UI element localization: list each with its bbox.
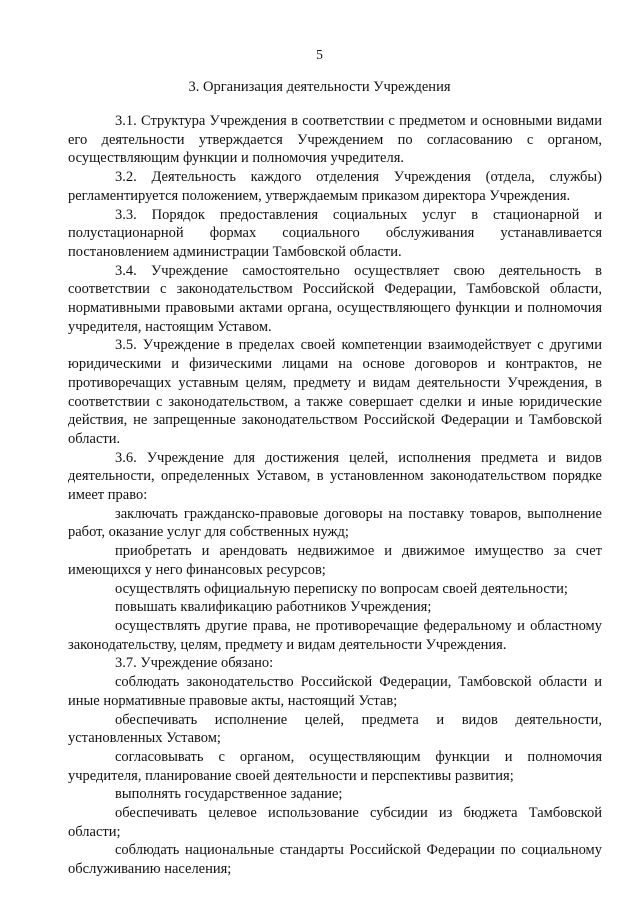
paragraph-3-7: 3.7. Учреждение обязано: — [115, 655, 274, 672]
rights-item-correspondence: осуществлять официальную переписку по вопросам своей деятельности; — [115, 580, 568, 597]
rights-item-contracts: заключать гражданско-правовые договоры на поставку товаров, выполнение работ, оказание услуг для собственных нужд; — [68, 505, 602, 541]
paragraph-3-5: 3.5. Учреждение в пределах своей компетенции взаимодействует с другими юридическими и физическими лицами на основе договоров и контрактов, не противоречащих уставным целям, предмету и видам деятельности Учреждения, в соответствии с законодательством, а также совершает сделки и иные юридические действия, не запрещенные законодательством Российской Федерации и Тамбовской области. — [68, 337, 602, 447]
duty-item-goals: обеспечивать исполнение целей, предмета и видов деятельности, установленных Уставом; — [68, 711, 602, 747]
page-number: 5 — [316, 47, 323, 62]
paragraph-3-2: 3.2. Деятельность каждого отделения Учреждения (отдела, службы) регламентируется положением, утверждаемым приказом директора Учреждения. — [68, 169, 602, 204]
section-title: 3. Организация деятельности Учреждения — [188, 79, 451, 95]
duty-item-planning: согласовывать с органом, осуществляющим функции и полномочия учредителя, планирование своей деятельности и перспективы развития; — [68, 748, 602, 784]
duty-item-legislation: соблюдать законодательство Российской Федерации, Тамбовской области и иные нормативные правовые акты, настоящий Устав; — [68, 674, 602, 709]
duty-item-subsidy: обеспечивать целевое использование субсидии из бюджета Тамбовской области; — [68, 805, 602, 840]
rights-item-property: приобретать и арендовать недвижимое и движимое имущество за счет имеющихся у него финансовых ресурсов; — [68, 543, 602, 578]
paragraph-3-1: 3.1. Структура Учреждения в соответствии с предметом и основными видами его деятельности утверждается Учреждением по согласованию с органом, осуществляющим функции и полномочия учредителя. — [68, 113, 602, 167]
paragraph-3-3: 3.3. Порядок предоставления социальных услуг в стационарной и полустационарной формах социального обслуживания устанавливается постановлением администрации Тамбовской области. — [68, 206, 602, 260]
document-body — [68, 112, 602, 879]
duty-item-standards: соблюдать национальные стандарты Российской Федерации по социальному обслуживанию населения; — [68, 842, 602, 878]
rights-item-qualification: повышать квалификацию работников Учреждения; — [115, 599, 432, 616]
paragraph-3-4: 3.4. Учреждение самостоятельно осуществляет свою деятельность в соответствии с законодательством Российской Федерации, Тамбовской области, нормативными правовыми актами органа, осуществляющего функции и полномочия учредителя, настоящим Уставом. — [68, 262, 602, 335]
paragraph-3-6: 3.6. Учреждение для достижения целей, исполнения предмета и видов деятельности, определенных Уставом, в установленном законодательством порядке имеет право: — [68, 449, 602, 504]
rights-item-other: осуществлять другие права, не противоречащие федеральному и областному законодательству, целям, предмету и видам деятельности Учреждения. — [68, 617, 602, 653]
duty-item-state-task: выполнять государственное задание; — [115, 786, 343, 803]
